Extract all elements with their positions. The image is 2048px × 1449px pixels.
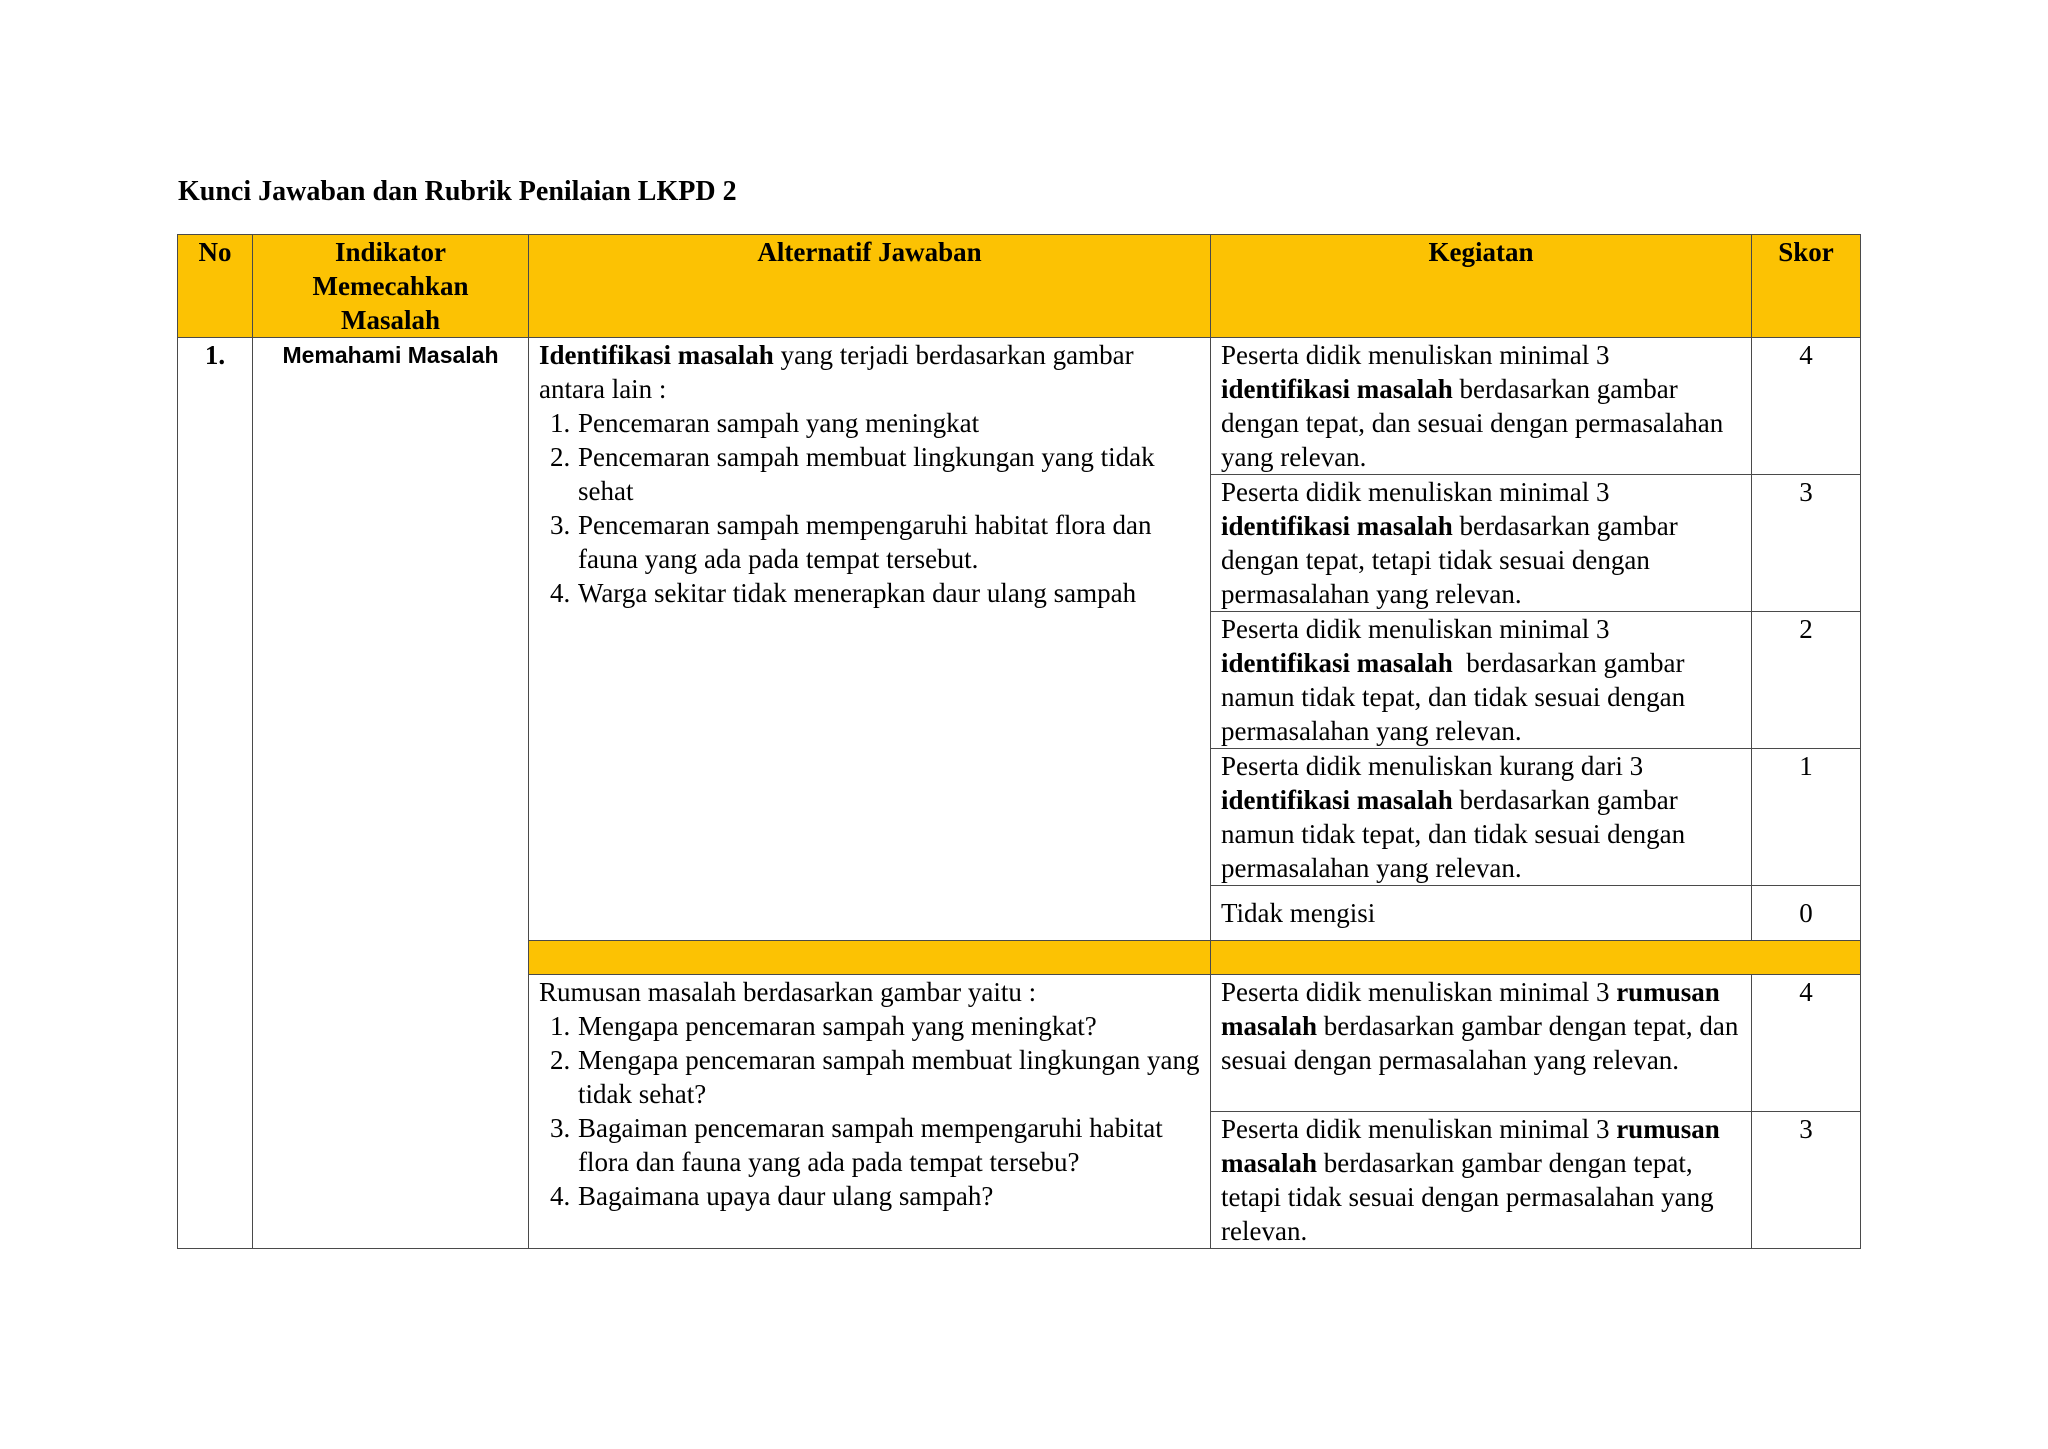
kegiatan-cell: Peserta didik menuliskan minimal 3 identifikasi masalah berdasarkan gambar dengan tepat, tetapi tidak sesuai dengan permasalahan yang relevan.: [1211, 475, 1752, 612]
list-item: 2. Pencemaran sampah membuat lingkungan yang tidak sehat: [577, 440, 1200, 508]
answer-intro: Rumusan masalah berdasarkan gambar yaitu :: [539, 977, 1037, 1007]
kegiatan-cell: Tidak mengisi: [1211, 886, 1752, 941]
table-row: [178, 338, 1861, 475]
answer-cell-rumusan: [529, 975, 1211, 1249]
skor-cell: 2: [1752, 612, 1861, 749]
skor-cell: 4: [1752, 975, 1861, 1112]
answer-list: [539, 1009, 1200, 1213]
kegiatan-cell: Peserta didik menuliskan kurang dari 3 identifikasi masalah berdasarkan gambar namun tidak tepat, dan tidak sesuai dengan permasalahan yang relevan.: [1211, 749, 1752, 886]
list-item: 4. Bagaimana upaya daur ulang sampah?: [577, 1179, 1200, 1213]
skor-cell: 3: [1752, 1112, 1861, 1249]
kegiatan-cell: Peserta didik menuliskan minimal 3 identifikasi masalah berdasarkan gambar namun tidak tepat, dan tidak sesuai dengan permasalahan yang relevan.: [1211, 612, 1752, 749]
separator-cell: [1211, 941, 1861, 975]
header-skor: Skor: [1752, 235, 1861, 338]
list-item: 1. Pencemaran sampah yang meningkat: [577, 406, 1200, 440]
list-item: 1. Mengapa pencemaran sampah yang meningkat?: [577, 1009, 1200, 1043]
answer-list: [539, 406, 1200, 610]
skor-cell: 3: [1752, 475, 1861, 612]
header-kegiatan: Kegiatan: [1211, 235, 1752, 338]
kegiatan-cell: Peserta didik menuliskan minimal 3 rumusan masalah berdasarkan gambar dengan tepat, tetapi tidak sesuai dengan permasalahan yang relevan.: [1211, 1112, 1752, 1249]
indikator-cell: Memahami Masalah: [253, 338, 529, 1249]
answer-intro: Identifikasi masalah yang terjadi berdasarkan gambar antara lain :: [539, 340, 1134, 404]
kegiatan-cell: Peserta didik menuliskan minimal 3 identifikasi masalah berdasarkan gambar dengan tepat, dan sesuai dengan permasalahan yang relevan.: [1211, 338, 1752, 475]
list-item: 2. Mengapa pencemaran sampah membuat lingkungan yang tidak sehat?: [577, 1043, 1200, 1111]
kegiatan-cell: Peserta didik menuliskan minimal 3 rumusan masalah berdasarkan gambar dengan tepat, dan sesuai dengan permasalahan yang relevan.: [1211, 975, 1752, 1112]
page-title: Kunci Jawaban dan Rubrik Penilaian LKPD 2: [178, 176, 737, 207]
skor-cell: 1: [1752, 749, 1861, 886]
skor-cell: 0: [1752, 886, 1861, 941]
row-number: 1.: [178, 338, 253, 1249]
skor-cell: 4: [1752, 338, 1861, 475]
rubric-table: [177, 234, 1861, 1249]
list-item: 4. Warga sekitar tidak menerapkan daur ulang sampah: [577, 576, 1200, 610]
header-alternatif-jawaban: Alternatif Jawaban: [529, 235, 1211, 338]
list-item: 3. Bagaiman pencemaran sampah mempengaruhi habitat flora dan fauna yang ada pada tempat tersebu?: [577, 1111, 1200, 1179]
answer-cell-identifikasi: [529, 338, 1211, 941]
header-row: [178, 235, 1861, 338]
header-no: No: [178, 235, 253, 338]
separator-cell: [529, 941, 1211, 975]
list-item: 3. Pencemaran sampah mempengaruhi habitat flora dan fauna yang ada pada tempat tersebut.: [577, 508, 1200, 576]
header-indikator: Indikator Memecahkan Masalah: [253, 235, 529, 338]
